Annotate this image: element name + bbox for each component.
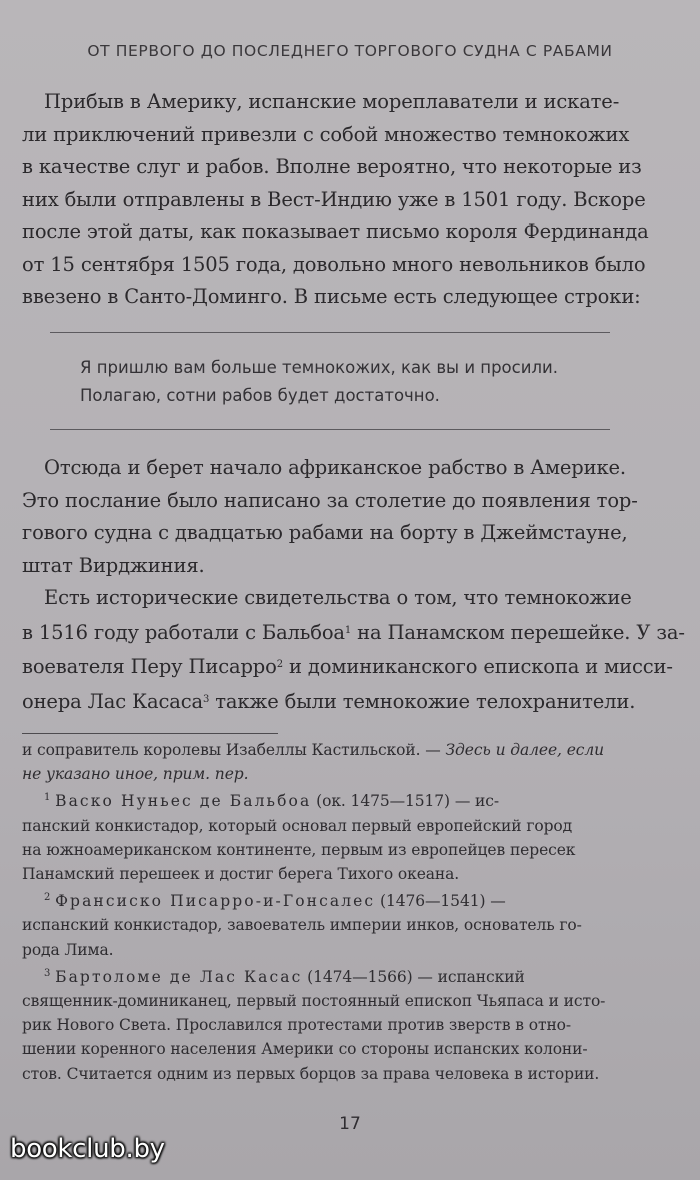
text-line: Прибыв в Америку, испанские мореплаватели и искате- <box>44 90 620 113</box>
paragraph-3-line <box>22 649 672 684</box>
footnote-mark: 2 <box>44 892 51 904</box>
text-line: гового судна с двадцатью рабами на борту в Джеймстауне, <box>22 521 628 544</box>
text-run: в 1516 году работали с Бальбоа <box>22 620 345 644</box>
footnotes <box>22 738 678 1086</box>
text-run: (1476—1541) — <box>375 892 506 911</box>
text-line: Отсюда и берет начало африканское рабство в Америке. <box>44 456 626 479</box>
footnote-3 <box>22 962 678 989</box>
footnote-ref: 3 <box>203 693 210 705</box>
text-line: от 15 сентября 1505 года, довольно много невольников было <box>22 252 646 276</box>
quote-line: Я пришлю вам больше темнокожих, как вы и просили. <box>80 358 558 377</box>
footnote-line: на южноамериканском континенте, первым из европейцев пересек <box>22 840 576 859</box>
footnote-line: испанский конкистадор, завоеватель империи инков, основатель го- <box>22 916 582 935</box>
paragraph-3-line <box>22 684 672 719</box>
footnote-line: шении коренного населения Америки со стороны испанских колони- <box>22 1040 588 1059</box>
text-line: штат Вирджиния. <box>22 553 205 577</box>
text-run: и доминиканского епископа и мисси- <box>282 655 673 678</box>
paragraph-1 <box>22 86 672 314</box>
watermark-logo: bookclub.by <box>10 1134 165 1164</box>
text-line: ли приключений привезли с собой множество темнокожих <box>22 122 630 146</box>
translator-note: Здесь и далее, если <box>445 741 605 759</box>
letter-quote <box>80 354 640 410</box>
footnote-continued <box>22 738 678 762</box>
text-run: на Панамском перешейке. У за- <box>351 620 685 644</box>
footnote-name: Васко Нуньес де Бальбоа <box>55 792 312 811</box>
text-line: Это послание было написано за столетие до появления тор- <box>22 488 638 512</box>
text-run: также были темнокожие телохранители. <box>209 689 636 713</box>
footnote-line: панский конкистадор, который основал первый европейский город <box>22 816 573 835</box>
text-line: в качестве слуг и рабов. Вполне вероятно, что некоторые из <box>22 155 642 178</box>
text-run: и соправитель королевы Изабеллы Кастильской. — <box>22 741 446 759</box>
quote-bottom-rule <box>50 429 610 430</box>
text-run: (ок. 1475—1517) — ис- <box>311 792 500 811</box>
paragraph-3-line: Есть исторические свидетельства о том, что темнокожие <box>44 586 632 609</box>
paragraph-3-line <box>22 615 685 650</box>
footnote-line: Панамский перешеек и достиг берега Тихого океана. <box>22 865 460 884</box>
quote-line: Полагаю, сотни рабов будет достаточно. <box>80 386 440 405</box>
running-head: ОТ ПЕРВОГО ДО ПОСЛЕДНЕГО ТОРГОВОГО СУДНА С РАБАМИ <box>87 42 613 60</box>
footnote-2 <box>22 886 678 913</box>
footnote-line: рода Лима. <box>22 940 114 959</box>
text-run: онера Лас Касаса <box>22 689 204 713</box>
footnote-ref: 1 <box>344 624 352 636</box>
page-number: 17 <box>339 1114 361 1134</box>
footnote-name: Бартоломе де Лас Касас <box>55 967 303 986</box>
text-line: ввезено в Санто-Доминго. В письме есть следующее строки: <box>22 285 641 308</box>
quote-top-rule <box>50 332 610 333</box>
footnote-mark: 1 <box>44 792 51 804</box>
footnote-mark: 3 <box>44 967 51 979</box>
footnote-line: священник-доминиканец, первый постоянный епископ Чьяпаса и исто- <box>22 992 606 1011</box>
footnote-continued <box>22 762 678 786</box>
footnote-1 <box>22 786 678 813</box>
text-run: (1474—1566) — испанский <box>302 967 525 986</box>
text-run: воевателя Перу Писарро <box>22 655 277 678</box>
footnote-separator <box>22 733 278 734</box>
paragraph-2 <box>22 452 685 718</box>
footnote-ref: 2 <box>276 659 283 670</box>
text-line: после этой даты, как показывает письмо короля Фердинанда <box>22 220 649 243</box>
footnote-line: рик Нового Света. Прославился протестами против зверств в отно- <box>22 1016 572 1035</box>
text-line: них были отправлены в Вест-Индию уже в 1501 году. Вскоре <box>22 187 646 211</box>
footnote-name: Франсиско Писарро-и-Гонсалес <box>55 892 376 911</box>
footnote-line: стов. Считается одним из первых борцов за права человека в истории. <box>22 1064 600 1083</box>
translator-note: не указано иное, прим. пер. <box>22 765 249 784</box>
